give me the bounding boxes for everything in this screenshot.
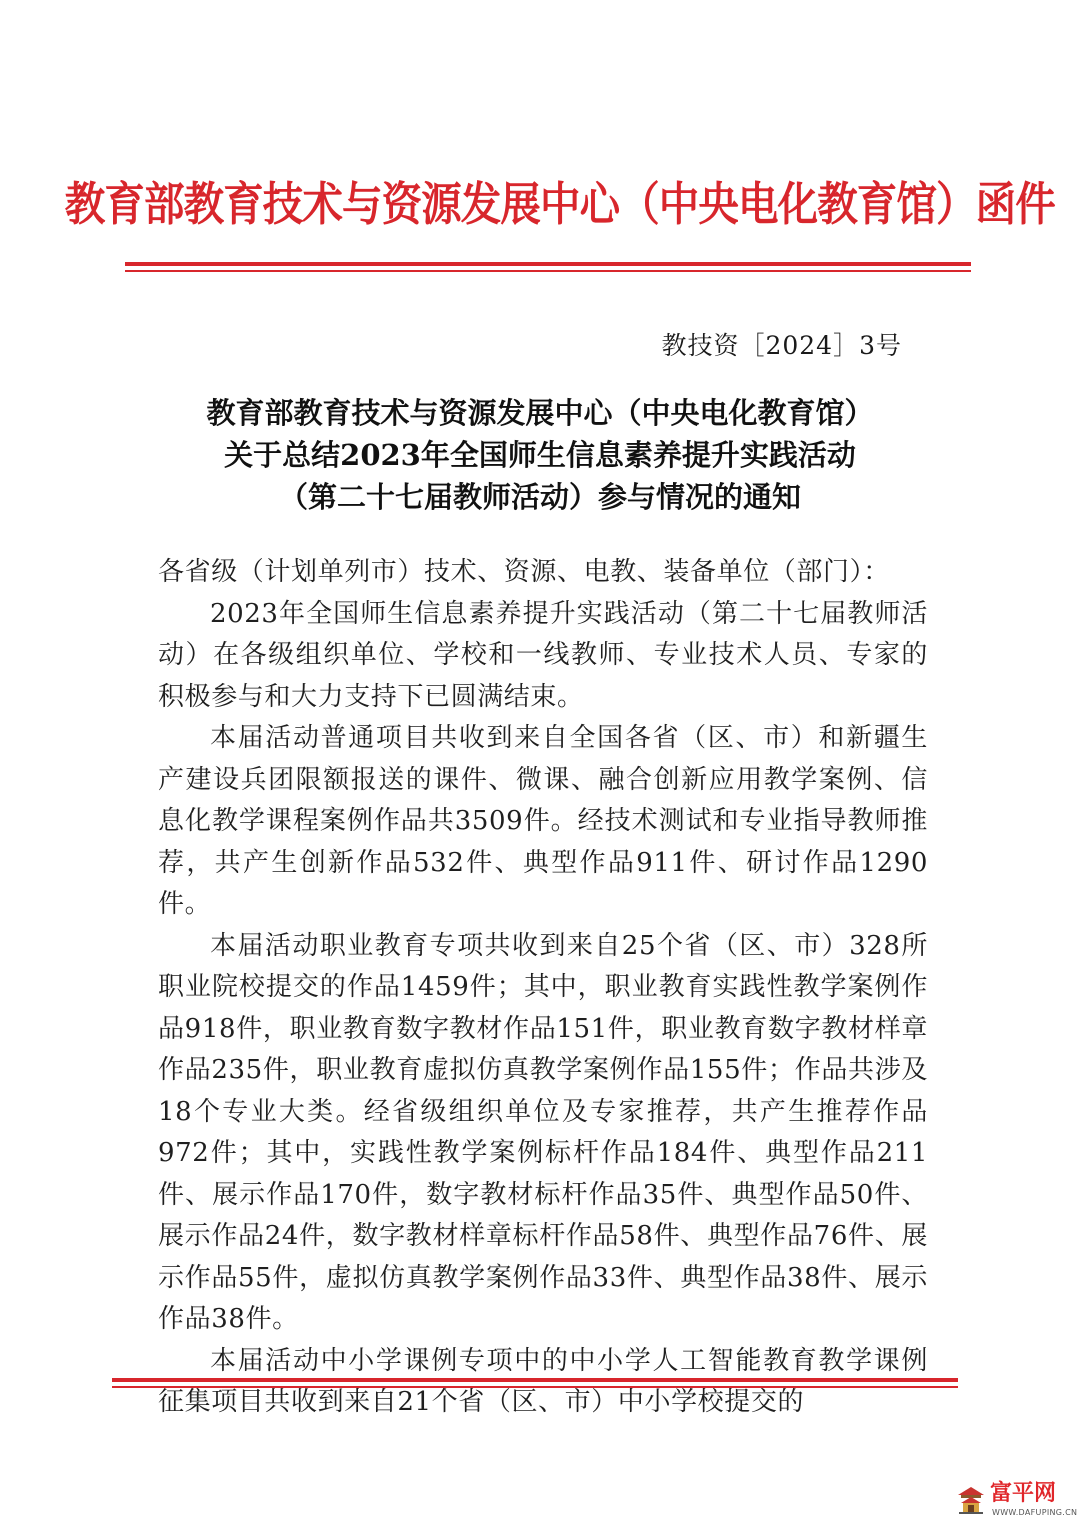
- watermark-url: WWW.DAFUPING.CN: [992, 1508, 1078, 1517]
- letterhead-title: 教育部教育技术与资源发展中心（中央电化教育馆）函件: [64, 177, 1055, 231]
- footer-rule-thin: [112, 1386, 958, 1388]
- notice-title: [0, 392, 1080, 518]
- letterhead-rule-thin: [125, 270, 971, 272]
- document-number: 教技资［2024］3号: [661, 331, 902, 360]
- notice-body: [158, 552, 928, 1424]
- notice-title-line-2: 关于总结2023年全国师生信息素养提升实践活动: [224, 438, 856, 472]
- temple-logo-icon: [956, 1485, 986, 1515]
- letterhead-rule-thick: [125, 262, 971, 266]
- site-watermark: [956, 1481, 1078, 1521]
- body-paragraph-2: 本届活动普通项目共收到来自全国各省（区、市）和新疆生产建设兵团限额报送的课件、微课、融合创新应用教学案例、信息化教学课程案例作品共3509件。经技术测试和专业指导教师推荐，共产生创新作品532件、典型作品911件、研讨作品1290件。: [158, 723, 928, 919]
- footer-rule-thick: [112, 1378, 958, 1382]
- notice-title-line-1: 教育部教育技术与资源发展中心（中央电化教育馆）: [206, 396, 874, 430]
- salutation: 各省级（计划单列市）技术、资源、电教、装备单位（部门）：: [158, 557, 890, 587]
- body-paragraph-4: 本届活动中小学课例专项中的中小学人工智能教育教学课例征集项目共收到来自21个省（区、市）中小学校提交的: [158, 1345, 928, 1417]
- body-paragraph-3: 本届活动职业教育专项共收到来自25个省（区、市）328所职业院校提交的作品1459件；其中，职业教育实践性教学案例作品918件，职业教育数字教材作品151件，职业教育数字教材样章作品235件，职业教育虚拟仿真教学案例作品155件；作品共涉及18个专业大类。经省级组织单位及专家推荐，共产生推荐作品972件；其中，实践性教学案例标杆作品184件、典型作品211件、展示作品170件，数字教材标杆作品35件、典型作品50件、展示作品24件，数字教材样章标杆作品58件、典型作品76件、展示作品55件，虚拟仿真教学案例作品33件、典型作品38件、展示作品38件。: [158, 930, 928, 1334]
- notice-title-line-3: （第二十七届教师活动）参与情况的通知: [278, 480, 801, 514]
- body-paragraph-1: 2023年全国师生信息素养提升实践活动（第二十七届教师活动）在各级组织单位、学校和一线教师、专业技术人员、专家的积极参与和大力支持下已圆满结束。: [158, 598, 928, 712]
- watermark-name: 富平网: [990, 1481, 1057, 1506]
